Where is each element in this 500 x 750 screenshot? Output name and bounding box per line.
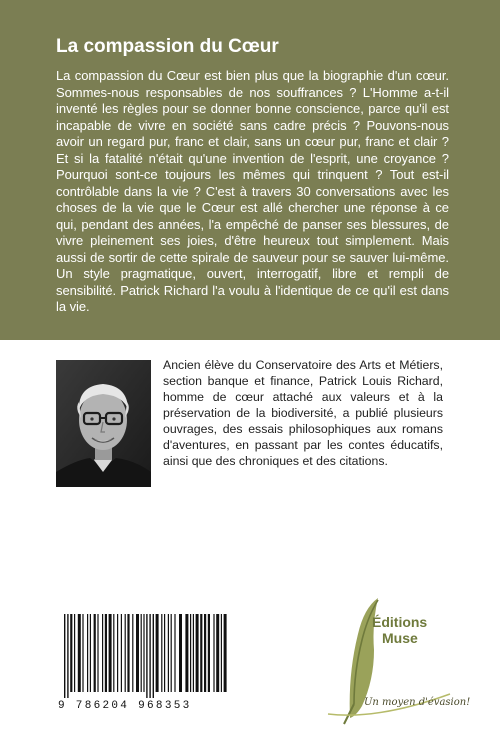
book-synopsis: La compassion du Cœur est bien plus que la biographie d'un cœur. Sommes-nous responsables de nos souffrances ? L'Homme a-t-il inventé les règles pour se donner bonne conscience, parce qu'il est incapable de vivre en société sans cadre précis ? Pouvons-nous avoir un regard pur, franc et clair, sans un cœur pur, franc et clair ? Et si la fatalité n'était qu'une invention de l'esprit, une croyance ? Pourquoi sont-ce toujours les mêmes qui trinquent ? Tout est-il contrôlable dans la vie ? C'est à travers 30 conversations avec les choses de la vie que le Cœur est allé chercher une réponse à ce qui, pendant des années, l'a empêché de panser ses blessures, de vivre pleinement ses joies, d'être heureux tout simplement. Mais aussi de sortir de cette spirale de sauveur pour se sauver lui-même. Un style pragmatique, ouvert, interrogatif, libre et rempli de sensibilité. Patrick Richard l'a voulu à l'identique de ce qu'il est dans la vie. xyxy=(56,68,449,314)
publisher-name: Éditions xyxy=(372,614,428,630)
barcode-bars-icon xyxy=(62,614,232,698)
publisher-subname: Muse xyxy=(382,630,418,646)
book-title: La compassion du Cœur xyxy=(56,36,279,57)
isbn-number: 9 786204 968353 xyxy=(58,700,192,712)
author-photo xyxy=(56,360,151,487)
isbn-barcode xyxy=(58,612,236,720)
author-portrait-icon xyxy=(56,360,151,487)
publisher-logo xyxy=(318,594,471,729)
publisher-tagline: Un moyen d'évasion! xyxy=(364,697,471,708)
author-biography: Ancien élève du Conservatoire des Arts et Métiers, section banque et finance, Patrick Louis Richard, homme de cœur attaché aux valeurs et à la préservation de la biodiversité, a publié plusieurs ouvrages, des essais philosophiques aux romans d'aventures, en passant par les contes éducatifs, ainsi que des chroniques et des citations. xyxy=(163,358,443,468)
